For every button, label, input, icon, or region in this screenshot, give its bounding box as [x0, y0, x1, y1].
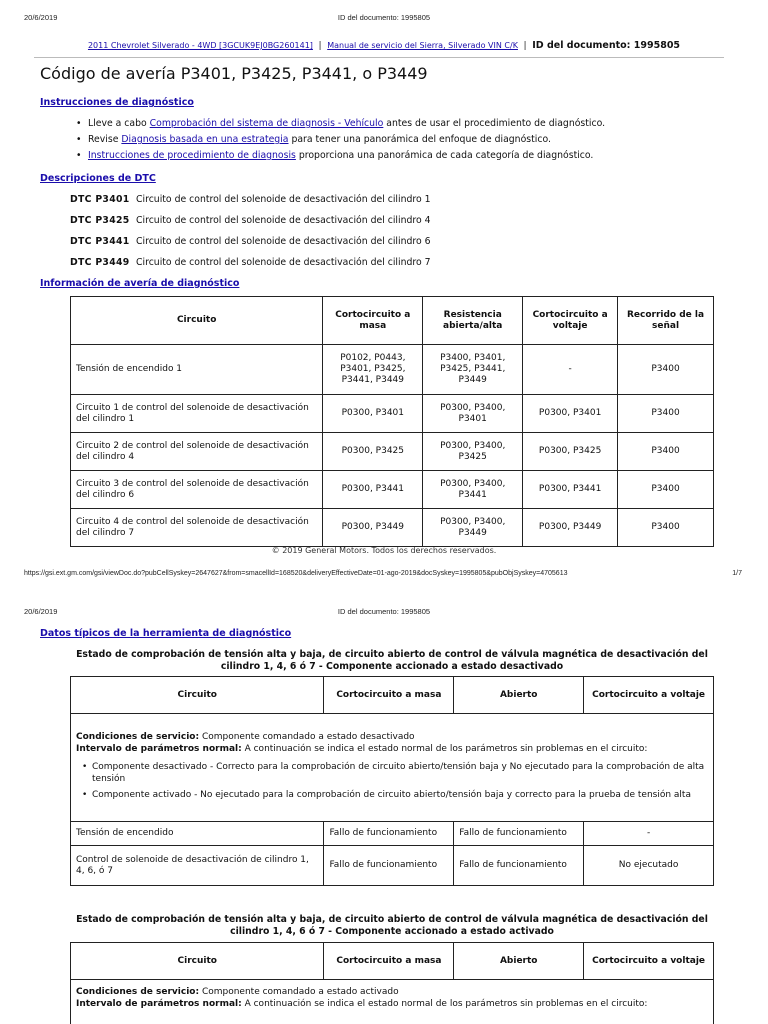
diag-instructions-list	[88, 116, 605, 164]
column-header: Cortocircuito a masa	[323, 297, 423, 345]
conditions-row	[71, 714, 714, 822]
procedure-instructions-link[interactable]: Instrucciones de procedimiento de diagnosis	[88, 150, 296, 161]
scan-tool-table-on	[70, 942, 714, 1024]
header-date: 20/6/2019	[24, 607, 58, 616]
dtc-code: DTC P3401	[70, 194, 130, 205]
item-text: para tener una panorámica del enfoque de diagnóstico.	[288, 134, 551, 145]
dtc-text: Circuito de control del solenoide de desactivación del cilindro 4	[136, 215, 431, 226]
label: Intervalo de parámetros normal:	[76, 743, 242, 754]
dtc-code: DTC P3425	[70, 215, 130, 226]
dtc-row	[70, 193, 431, 207]
table-cell: Control de solenoide de desactivación de cilindro 1, 4, 6, ó 7	[71, 846, 324, 886]
label: Condiciones de servicio:	[76, 987, 200, 997]
table-cell: Tensión de encendido	[71, 822, 324, 846]
dtc-descriptions-link[interactable]: Descripciones de DTC	[40, 173, 156, 184]
header-docid: ID del documento: 1995805	[337, 607, 431, 616]
list-item	[88, 132, 605, 148]
dtc-code: DTC P3449	[70, 257, 130, 268]
breadcrumb-separator: |	[523, 41, 527, 51]
breadcrumb-manual-link[interactable]: Manual de servicio del Sierra, Silverado VIN C/K	[327, 41, 518, 50]
table-cell: -	[523, 345, 618, 395]
dtc-text: Circuito de control del solenoide de desactivación del cilindro 7	[136, 257, 431, 268]
table-cell: Fallo de funcionamiento	[454, 846, 584, 886]
item-text: Revise	[88, 134, 122, 145]
table-cell: Fallo de funcionamiento	[454, 822, 584, 846]
table-cell: P3400, P3401, P3425, P3441, P3449	[423, 345, 523, 395]
page-title: Código de avería P3401, P3425, P3441, o P3449	[40, 64, 428, 83]
conditions-list	[92, 761, 708, 801]
column-header: Cortocircuito a voltaje	[584, 943, 714, 980]
service-conditions	[76, 731, 708, 743]
table-row	[71, 345, 714, 395]
table-cell: -	[584, 822, 714, 846]
table-cell: P0300, P3449	[323, 509, 423, 547]
table-cell: Circuito 3 de control del solenoide de desactivación del cilindro 6	[71, 471, 323, 509]
table-cell: P0300, P3400, P3401	[423, 395, 523, 433]
column-header: Cortocircuito a voltaje	[584, 677, 714, 714]
table1-title: Estado de comprobación de tensión alta y baja, de circuito abierto de control de válvula magnética de desactivación del cilindro 1, 4, 6 ó 7 - Componente accionado a estado desactivado	[76, 649, 708, 672]
value: A continuación se indica el estado normal de los parámetros sin problemas en el circuito:	[244, 999, 648, 1009]
system-check-link[interactable]: Comprobación del sistema de diagnosis - Vehículo	[149, 118, 384, 129]
column-header: Circuito	[71, 943, 324, 980]
table-cell: P0300, P3425	[323, 433, 423, 471]
table-cell: P3400	[618, 471, 714, 509]
table-row	[71, 509, 714, 547]
diag-tool-data-link[interactable]: Datos típicos de la herramienta de diagnóstico	[40, 628, 292, 639]
table-cell: P0300, P3441	[323, 471, 423, 509]
footer-url: https://gsi.ext.gm.com/gsi/viewDoc.do?pubCellSyskey=2647627&from=smacellId=168520&deliveryEffectiveDate=01-ago-2019&docSyskey=1995805&pubObjSyskey=4705613	[24, 570, 568, 577]
table-cell: P0102, P0443, P3401, P3425, P3441, P3449	[323, 345, 423, 395]
column-header: Abierto	[454, 677, 584, 714]
value: A continuación se indica el estado normal de los parámetros sin problemas en el circuito:	[244, 743, 648, 754]
fault-info-table	[70, 296, 714, 547]
conditions-row	[71, 980, 714, 1024]
column-header: Recorrido de la señal	[618, 297, 714, 345]
normal-range	[76, 743, 708, 755]
list-item: • Componente activado - No ejecutado para la comprobación de circuito abierto/tensión baja y correcto para la prueba de tensión alta	[92, 789, 708, 801]
item-text: antes de usar el procedimiento de diagnóstico.	[383, 118, 606, 129]
column-header: Circuito	[71, 677, 324, 714]
table2-title: Estado de comprobación de tensión alta y baja, de circuito abierto de control de válvula magnética de desactivación del cilindro 1, 4, 6 ó 7 - Componente accionado a estado activado	[76, 914, 708, 937]
column-header: Cortocircuito a voltaje	[523, 297, 618, 345]
table-cell: P3400	[618, 433, 714, 471]
column-header: Abierto	[454, 943, 584, 980]
table-row	[71, 395, 714, 433]
diag-instructions-link[interactable]: Instrucciones de diagnóstico	[40, 97, 194, 108]
breadcrumb-separator: |	[318, 41, 322, 51]
dtc-row	[70, 256, 431, 270]
item-text: proporciona una panorámica de cada categoría de diagnóstico.	[295, 150, 594, 161]
table-cell: P0300, P3401	[523, 395, 618, 433]
table-header-row	[71, 943, 714, 980]
value: Componente comandado a estado desactivado	[201, 731, 415, 742]
breadcrumb	[0, 40, 768, 51]
list-item: • Componente desactivado - Correcto para la comprobación de circuito abierto/tensión baja y No ejecutado para la comprobación de alta tensión	[92, 761, 708, 785]
label: Intervalo de parámetros normal:	[76, 999, 242, 1009]
table-cell: P0300, P3400, P3441	[423, 471, 523, 509]
table-cell: P3400	[618, 345, 714, 395]
dtc-text: Circuito de control del solenoide de desactivación del cilindro 1	[136, 194, 431, 205]
table-cell: Fallo de funcionamiento	[324, 822, 454, 846]
table-row	[71, 433, 714, 471]
table-cell: Circuito 2 de control del solenoide de desactivación del cilindro 4	[71, 433, 323, 471]
value: Componente comandado a estado activado	[201, 987, 399, 997]
header-date: 20/6/2019	[24, 13, 58, 22]
list-item	[88, 148, 605, 164]
footer-page-number: 1/7	[732, 570, 742, 577]
breadcrumb-vehicle-link[interactable]: 2011 Chevrolet Silverado - 4WD [3GCUK9EJ0BG260141]	[87, 41, 313, 50]
item-text: Lleve a cabo	[88, 118, 150, 129]
table-row	[71, 846, 714, 886]
divider	[34, 57, 724, 58]
column-header: Resistencia abierta/alta	[423, 297, 523, 345]
strategy-diagnosis-link[interactable]: Diagnosis basada en una estrategia	[121, 134, 289, 145]
table-header-row	[71, 677, 714, 714]
table-cell: P0300, P3400, P3449	[423, 509, 523, 547]
header-docid: ID del documento: 1995805	[337, 13, 431, 22]
dtc-row	[70, 235, 431, 249]
table-header-row	[71, 297, 714, 345]
dtc-code: DTC P3441	[70, 236, 130, 247]
conditions-cell	[71, 980, 714, 1024]
label: Condiciones de servicio:	[76, 731, 200, 742]
column-header: Circuito	[71, 297, 323, 345]
table-cell: No ejecutado	[584, 846, 714, 886]
scan-tool-table-off	[70, 676, 714, 886]
table-cell: P0300, P3425	[523, 433, 618, 471]
service-conditions	[76, 986, 708, 998]
table-row	[71, 471, 714, 509]
column-header: Cortocircuito a masa	[324, 943, 454, 980]
conditions-cell	[71, 714, 714, 822]
table-cell: P3400	[618, 509, 714, 547]
list-item	[88, 116, 605, 132]
table-cell: P0300, P3449	[523, 509, 618, 547]
table-cell: Fallo de funcionamiento	[324, 846, 454, 886]
table-cell: P0300, P3400, P3425	[423, 433, 523, 471]
copyright: © 2019 General Motors. Todos los derechos reservados.	[271, 546, 497, 555]
table-cell: Circuito 4 de control del solenoide de desactivación del cilindro 7	[71, 509, 323, 547]
table-cell: Tensión de encendido 1	[71, 345, 323, 395]
column-header: Cortocircuito a masa	[324, 677, 454, 714]
table-cell: P0300, P3441	[523, 471, 618, 509]
dtc-text: Circuito de control del solenoide de desactivación del cilindro 6	[136, 236, 431, 247]
normal-range	[76, 998, 708, 1010]
table-cell: Circuito 1 de control del solenoide de desactivación del cilindro 1	[71, 395, 323, 433]
table-row	[71, 822, 714, 846]
table-cell: P0300, P3401	[323, 395, 423, 433]
table-cell: P3400	[618, 395, 714, 433]
fault-info-link[interactable]: Información de avería de diagnóstico	[40, 278, 240, 289]
breadcrumb-docid: ID del documento: 1995805	[532, 40, 681, 51]
dtc-row	[70, 214, 431, 228]
